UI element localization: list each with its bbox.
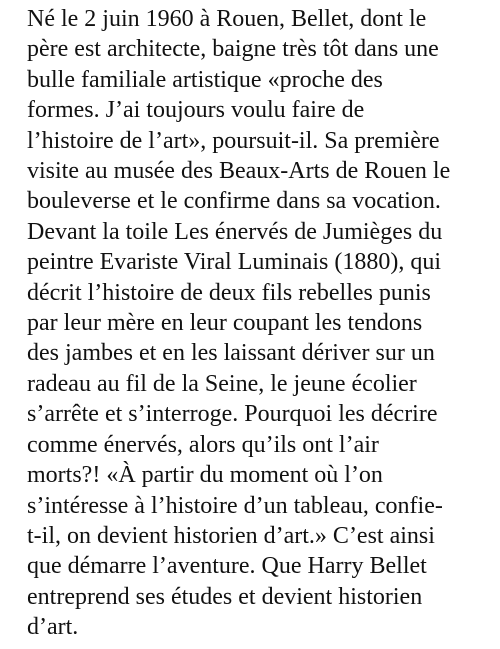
paragraph-line: que démarre l’aventure. Que Harry Bellet <box>27 553 427 580</box>
paragraph-line: s’arrête et s’interroge. Pourquoi les décrire <box>27 401 438 428</box>
paragraph-line: d’art. <box>27 614 79 641</box>
paragraph-line: peintre Evariste Viral Luminais (1880), qui <box>27 249 442 276</box>
article-paragraph <box>27 4 494 643</box>
paragraph-line: bulle familiale artistique «proche des <box>27 66 383 93</box>
paragraph-line: par leur mère en leur coupant les tendons <box>27 310 423 337</box>
paragraph-line: comme énervés, alors qu’ils ont l’air <box>27 431 379 458</box>
paragraph-line: bouleverse et le confirme dans sa vocation. <box>27 188 441 215</box>
paragraph-line: radeau au fil de la Seine, le jeune écolier <box>27 370 417 397</box>
paragraph-line: t-il, on devient historien d’art.» C’est ainsi <box>27 522 435 549</box>
paragraph-line: visite au musée des Beaux-Arts de Rouen le <box>27 158 451 185</box>
paragraph-line: père est architecte, baigne très tôt dans une <box>27 36 439 63</box>
paragraph-line: morts?! «À partir du moment où l’on <box>27 462 383 489</box>
paragraph-line: des jambes et en les laissant dériver sur un <box>27 340 435 367</box>
paragraph-line: entreprend ses études et devient historien <box>27 583 423 610</box>
paragraph-line: Devant la toile Les énervés de Jumièges du <box>27 218 443 245</box>
paragraph-line: l’histoire de l’art», poursuit-il. Sa première <box>27 127 440 154</box>
paragraph-line: décrit l’histoire de deux fils rebelles punis <box>27 279 431 306</box>
paragraph-line: formes. J’ai toujours voulu faire de <box>27 97 365 124</box>
paragraph-line: s’intéresse à l’histoire d’un tableau, confie- <box>27 492 443 519</box>
paragraph-line: Né le 2 juin 1960 à Rouen, Bellet, dont le <box>27 6 427 32</box>
